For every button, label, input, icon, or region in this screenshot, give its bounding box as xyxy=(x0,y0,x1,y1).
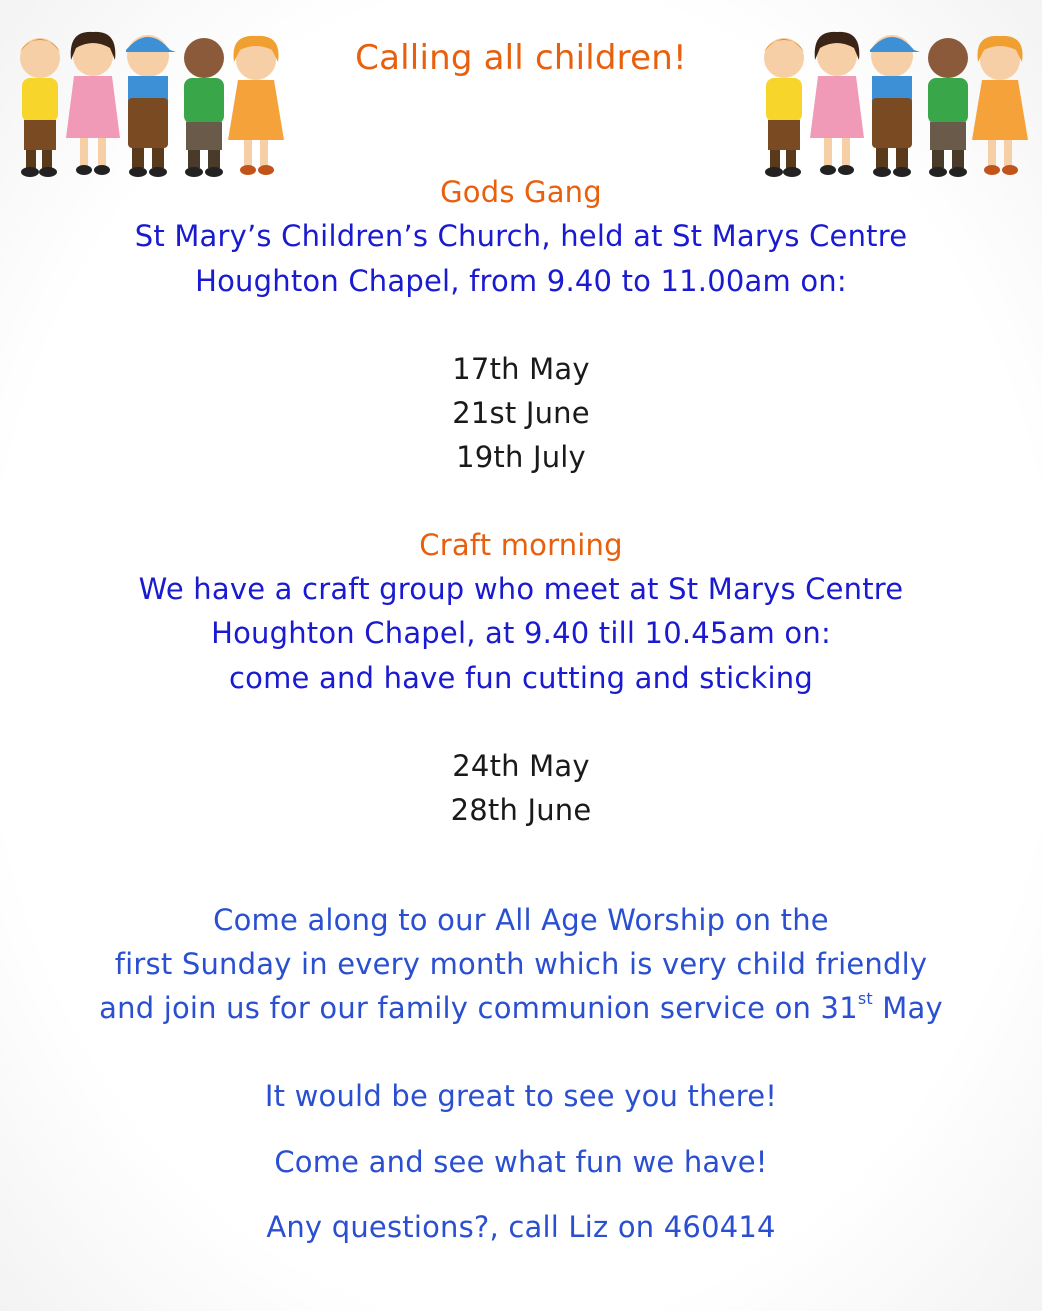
gods-gang-desc-line1: St Mary’s Children’s Church, held at St Marys Centre xyxy=(134,219,908,253)
craft-heading: Craft morning xyxy=(419,528,623,562)
craft-desc-line2: Houghton Chapel, at 9.40 till 10.45am on: xyxy=(211,616,831,650)
gods-gang-date: 21st June xyxy=(452,396,590,430)
gods-gang-heading: Gods Gang xyxy=(440,175,602,209)
worship-line3-suffix: May xyxy=(872,991,943,1025)
worship-line3-sup: st xyxy=(857,989,873,1008)
closing-line3: Any questions?, call Liz on 460414 xyxy=(266,1210,776,1244)
page-title: Calling all children! xyxy=(355,38,687,78)
worship-line1: Come along to our All Age Worship on the xyxy=(213,903,829,937)
worship-line2: first Sunday in every month which is very child friendly xyxy=(114,947,928,981)
worship-line3 xyxy=(0,988,1042,1028)
closing-line1: It would be great to see you there! xyxy=(264,1079,778,1113)
craft-date: 24th May xyxy=(452,749,590,783)
gods-gang-desc-line2: Houghton Chapel, from 9.40 to 11.00am on: xyxy=(195,264,847,298)
craft-desc-line1: We have a craft group who meet at St Marys Centre xyxy=(138,572,904,606)
craft-date: 28th June xyxy=(450,793,592,827)
gods-gang-date: 17th May xyxy=(452,352,590,386)
closing-line2: Come and see what fun we have! xyxy=(274,1145,768,1179)
gods-gang-date: 19th July xyxy=(456,440,586,474)
craft-desc-line3: come and have fun cutting and sticking xyxy=(229,661,813,695)
worship-line3-prefix: and join us for our family communion service on 31 xyxy=(99,991,858,1025)
